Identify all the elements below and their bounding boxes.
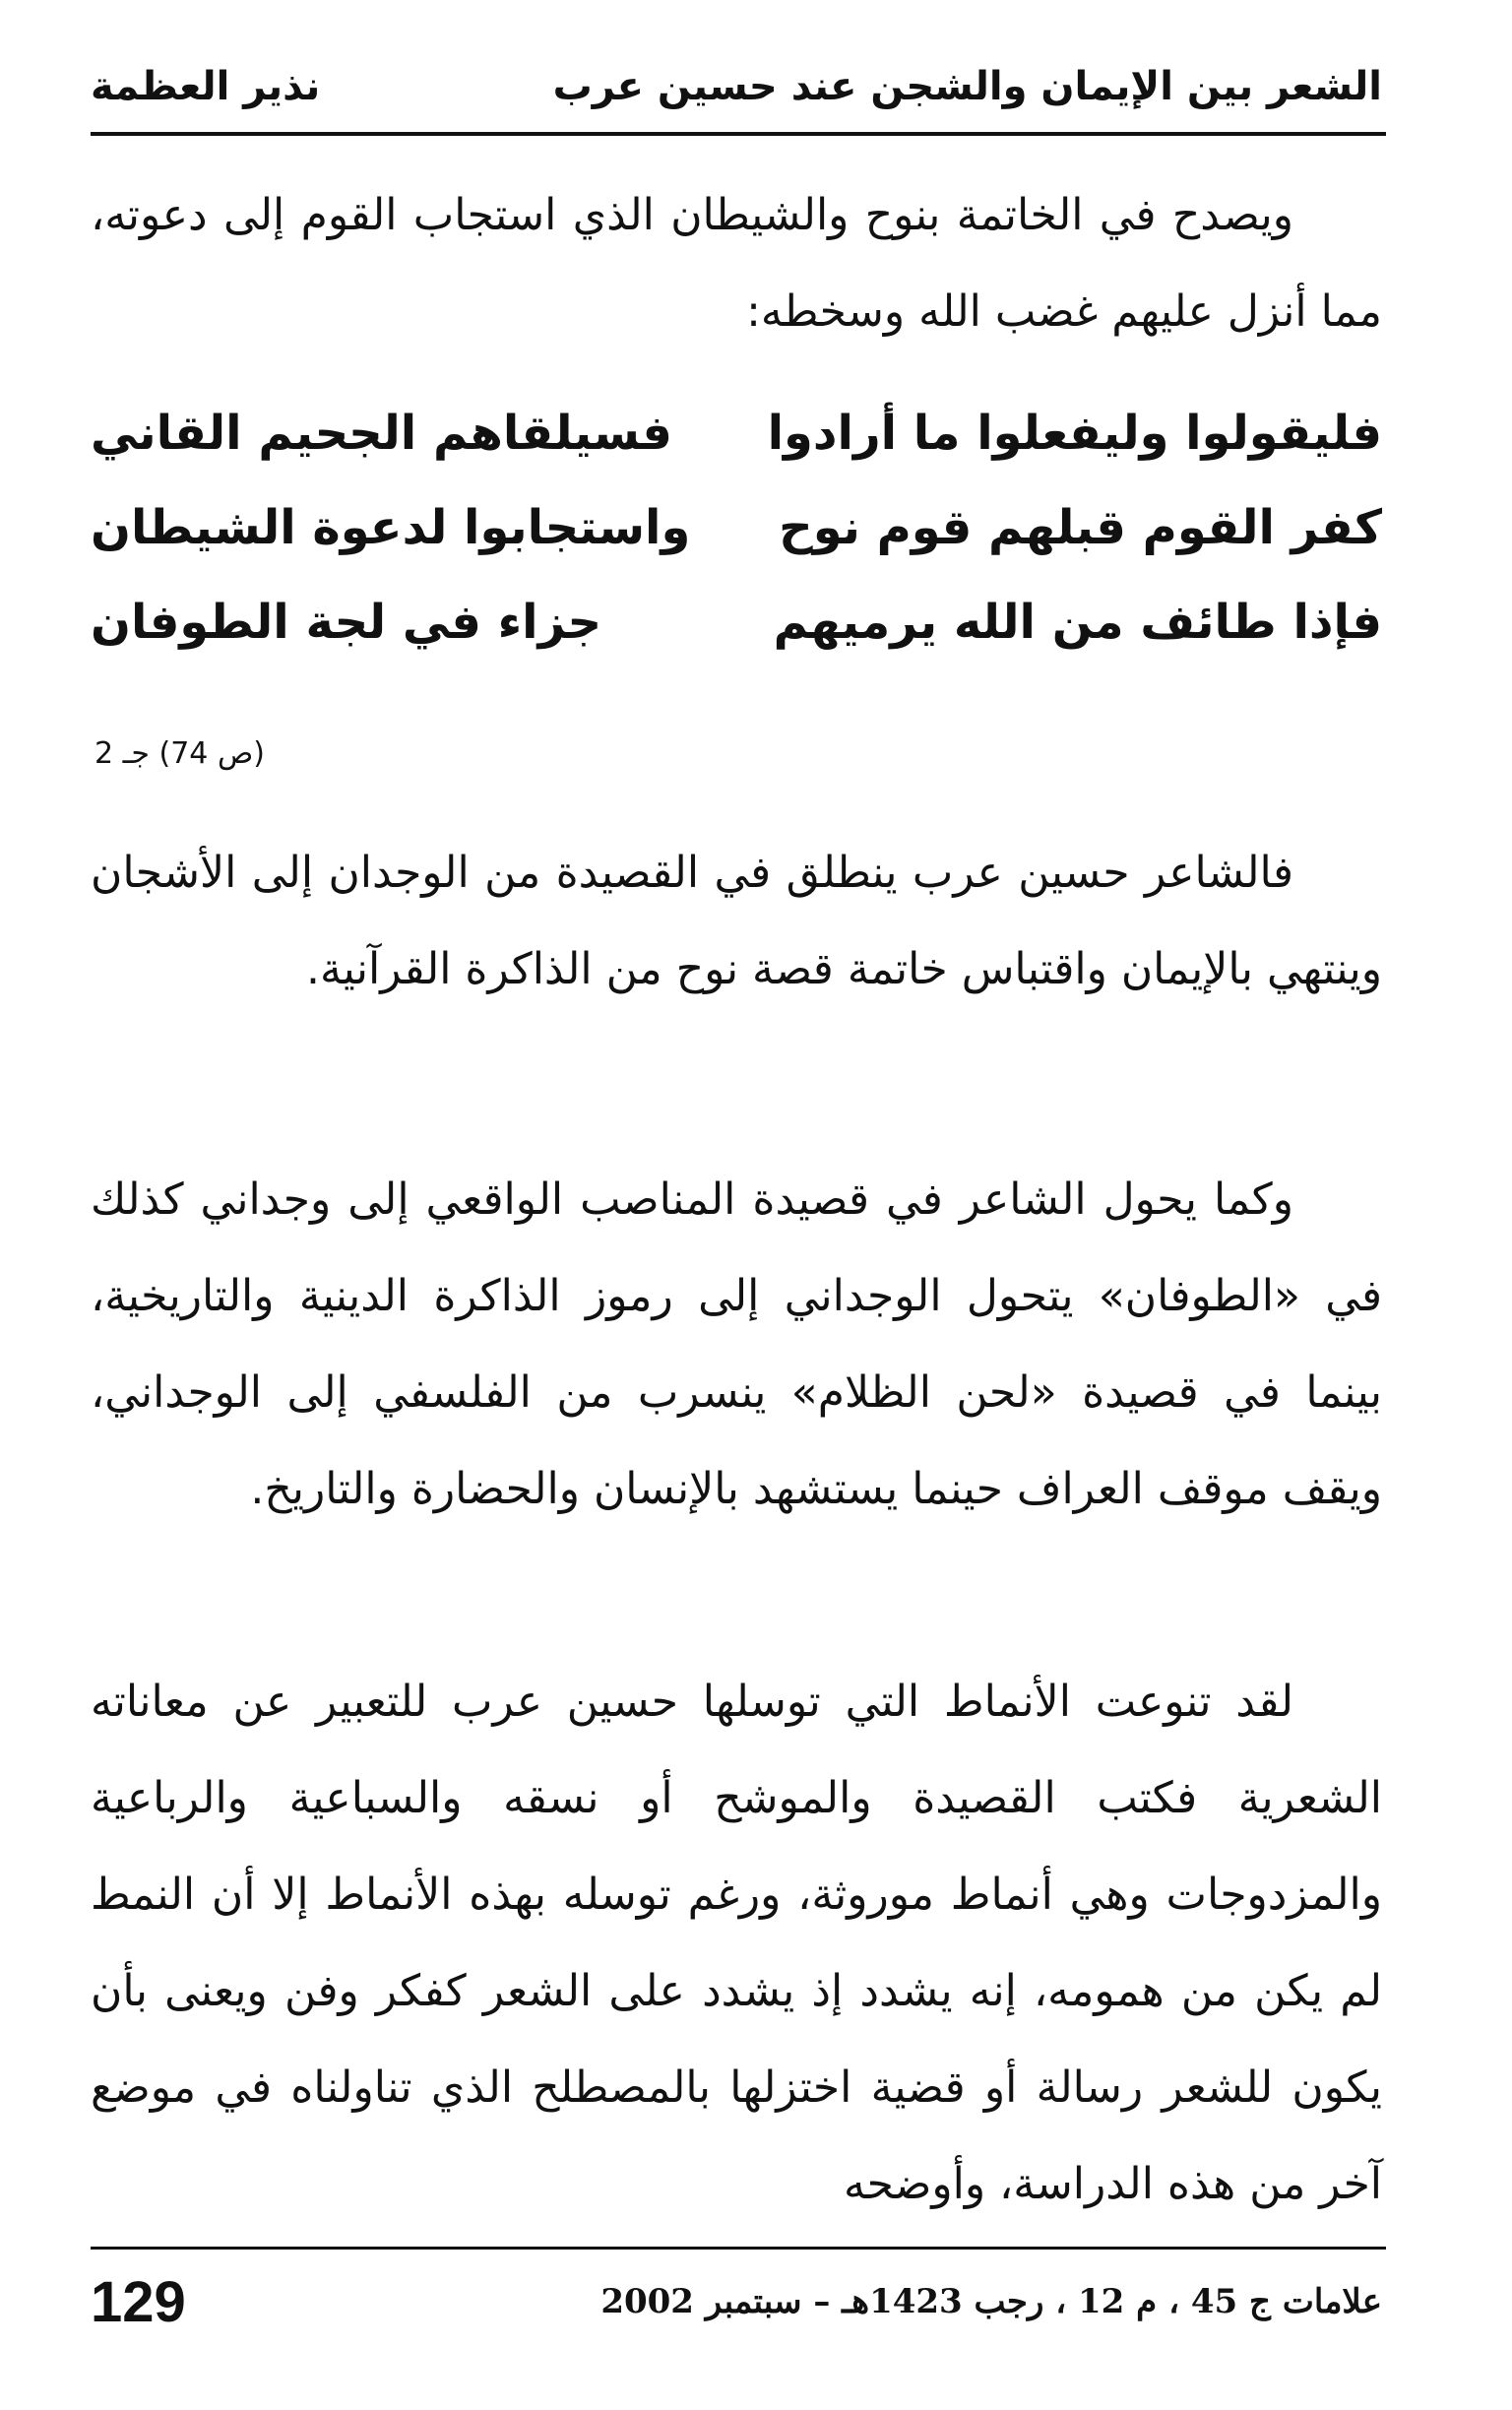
journal-info: علامات ج 45 ، م 12 ، رجب 1423هـ – سبتمبر 2002	[600, 2282, 1382, 2321]
poem-block	[91, 386, 1382, 669]
verse-line	[91, 480, 1382, 575]
page-number: 129	[91, 2269, 186, 2334]
body-paragraph: وكما يحول الشاعر في قصيدة المناصب الواقعي إلى وجداني كذلك في «الطوفان» يتحول الوجداني إلى رموز الذاكرة الدينية والتاريخية، بينما في قصيدة «لحن الظلام» ينسرب من الفلسفي إلى الوجداني، ويقف موقف العراف حينما يستشهد بالإنسان والحضارة والتاريخ.	[91, 1174, 1382, 1514]
intro-paragraph: ويصدح في الخاتمة بنوح والشيطان الذي استجاب القوم إلى دعوته، مما أنزل عليهم غضب الله وسخطه:	[91, 190, 1382, 337]
verse-first-hemistich: فإذا طائف من الله يرميهم	[773, 595, 1382, 650]
verse-first-hemistich: كفر القوم قبلهم قوم نوح	[779, 500, 1382, 555]
verse-first-hemistich: فليقولوا وليفعلوا ما أرادوا	[767, 406, 1382, 461]
page-footer	[91, 2262, 1382, 2341]
verse-line	[91, 575, 1382, 669]
source-citation: (ص 74) جـ 2	[94, 736, 265, 771]
author-name: نذير العظمة	[91, 64, 321, 109]
body-paragraph: لقد تنوعت الأنماط التي توسلها حسين عرب للتعبير عن معاناته الشعرية فكتب القصيدة والموشح أو نسقه والسباعية والرباعية والمزدوجات وهي أنماط موروثة، ورغم توسله بهذه الأنماط إلا أن النمط لم يكن من همومه، إنه يشدد إذ يشدد على الشعر كفكر وفن ويعنى بأن يكون للشعر رسالة أو قضية اختزلها بالمصطلح الذي تناولناه في موضع آخر من هذه الدراسة، وأوضحه	[91, 1677, 1382, 2209]
article-title: الشعر بين الإيمان والشجن عند حسين عرب	[552, 64, 1382, 109]
header-rule	[91, 132, 1386, 136]
verse-second-hemistich: جزاء في لجة الطوفان	[91, 595, 602, 650]
verse-second-hemistich: واستجابوا لدعوة الشيطان	[91, 500, 691, 555]
running-header	[91, 47, 1382, 126]
verse-line	[91, 386, 1382, 480]
footer-rule	[91, 2247, 1386, 2250]
verse-second-hemistich: فسيلقاهم الجحيم القاني	[91, 406, 672, 461]
body-paragraph: فالشاعر حسين عرب ينطلق في القصيدة من الوجدان إلى الأشجان وينتهي بالإيمان واقتباس خاتمة قصة نوح من الذاكرة القرآنية.	[91, 848, 1382, 994]
